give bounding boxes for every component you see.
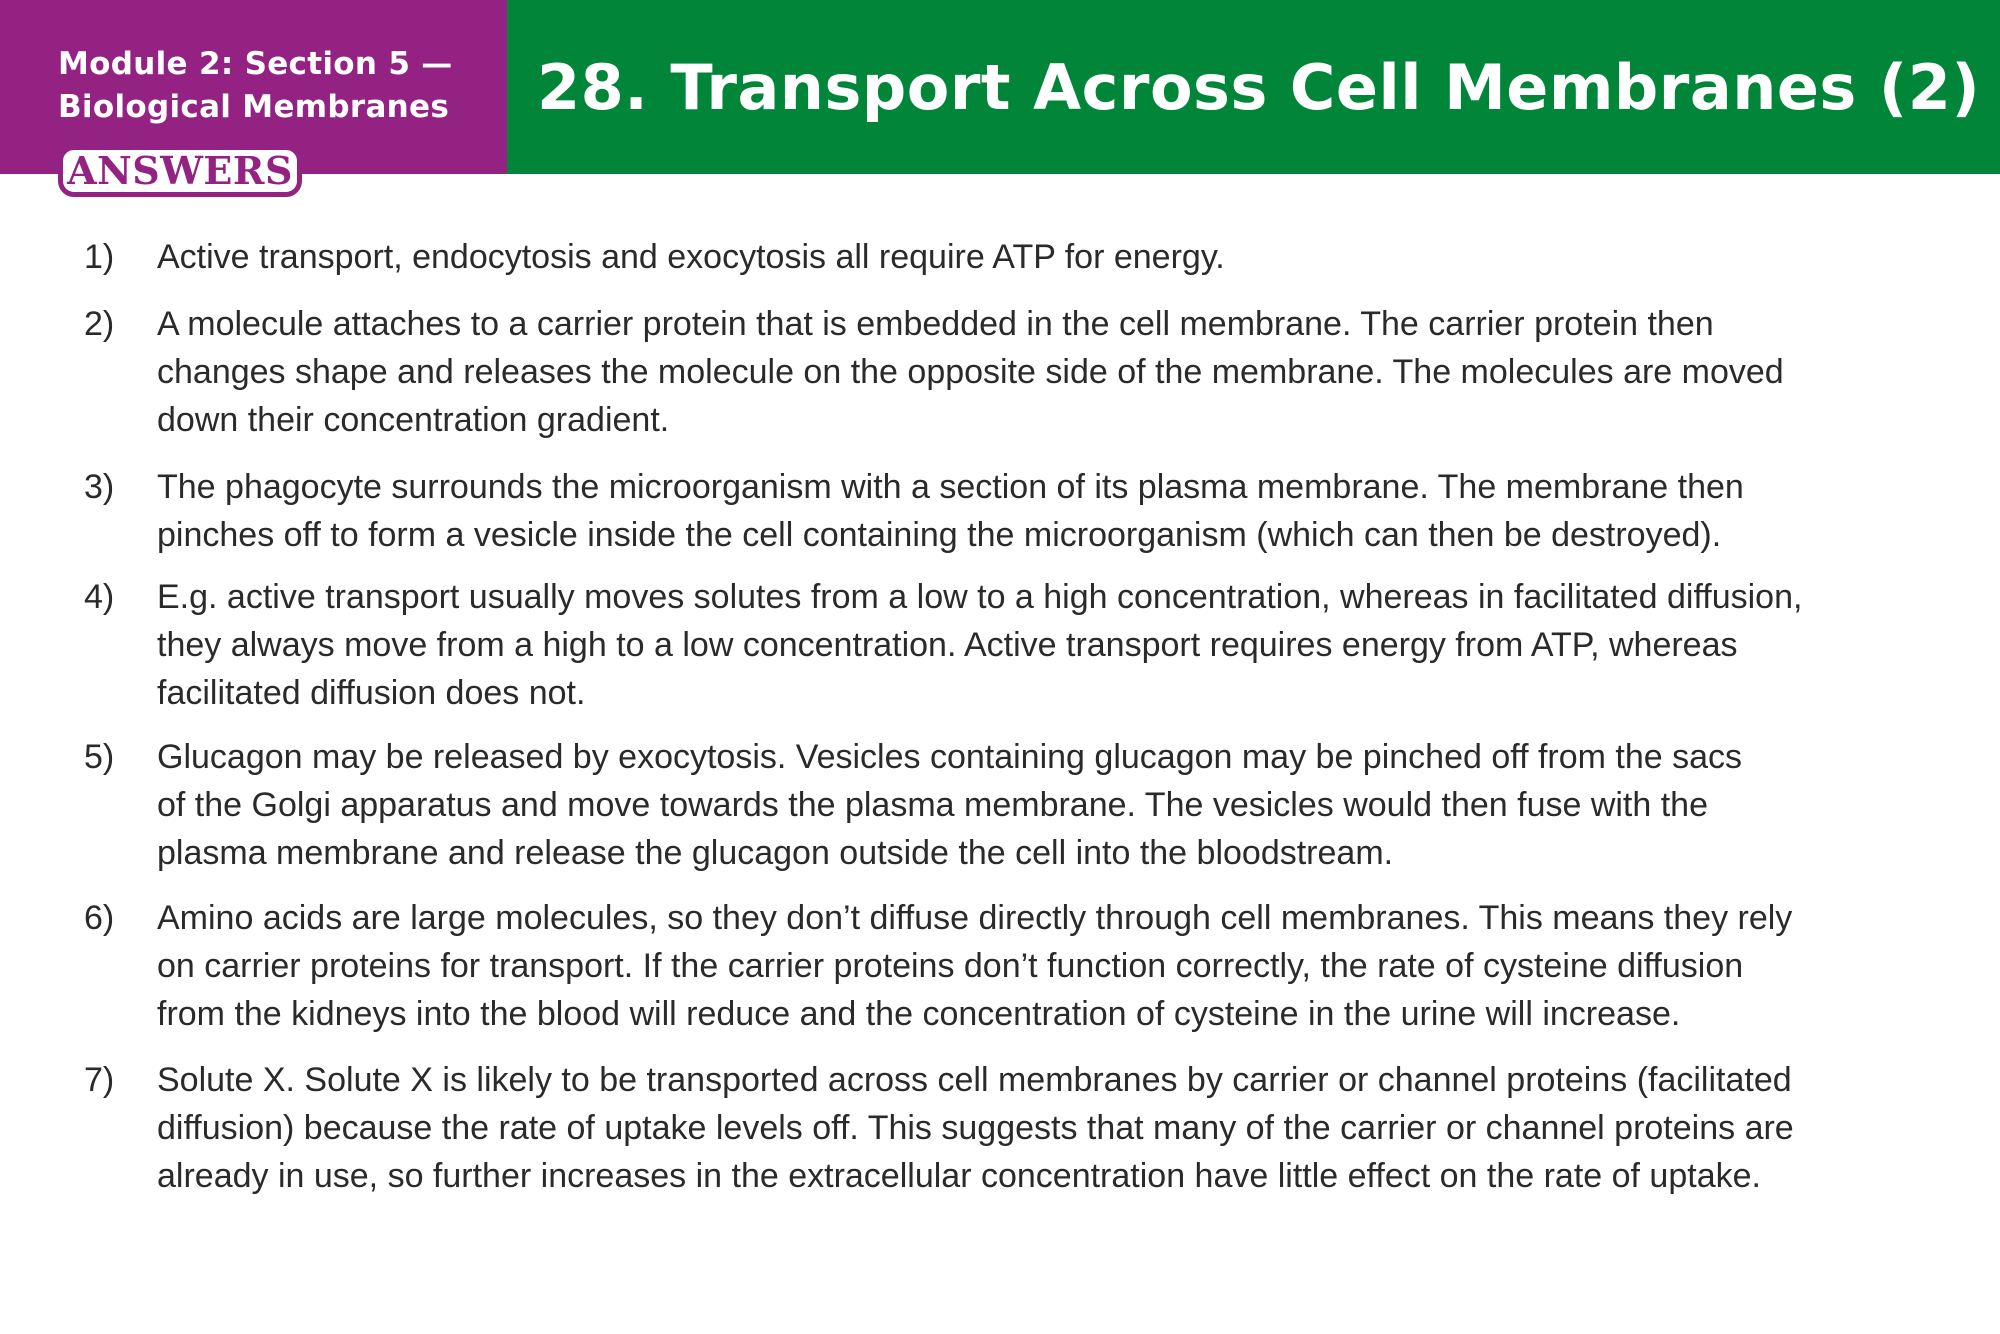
answer-text-line: A molecule attaches to a carrier protein that is embedded in the cell membrane. The carrier protein then xyxy=(157,305,1714,343)
answer-number: 1) xyxy=(84,238,115,276)
answer-text-line: Amino acids are large molecules, so they don’t diffuse directly through cell membranes. This means they rely xyxy=(157,899,1793,937)
section-label: Biological Membranes xyxy=(58,89,450,125)
answer-text-line: The phagocyte surrounds the microorganism with a section of its plasma membrane. The membrane then xyxy=(157,468,1744,506)
answer-text xyxy=(157,573,1957,717)
answer-number: 2) xyxy=(84,305,115,343)
answer-number: 7) xyxy=(84,1061,115,1099)
answer-text-line: changes shape and releases the molecule on the opposite side of the membrane. The molecules are moved xyxy=(157,353,1784,391)
page-title: 28. Transport Across Cell Membranes (2) xyxy=(537,51,1981,124)
answer-text xyxy=(157,733,1957,877)
answer-text xyxy=(157,463,1957,559)
answer-text xyxy=(157,1056,1957,1200)
answer-text-line: of the Golgi apparatus and move towards the plasma membrane. The vesicles would then fuse with the xyxy=(157,786,1709,824)
answer-number: 5) xyxy=(84,738,115,776)
answer-text-line: facilitated diffusion does not. xyxy=(157,674,586,712)
answer-text-line: down their concentration gradient. xyxy=(157,401,670,439)
answer-text-line: on carrier proteins for transport. If the carrier proteins don’t function correctly, the rate of cysteine diffusion xyxy=(157,947,1744,985)
answer-text-line: from the kidneys into the blood will reduce and the concentration of cysteine in the urine will increase. xyxy=(157,995,1681,1033)
answer-text-line: already in use, so further increases in the extracellular concentration have little effect on the rate of uptake. xyxy=(157,1157,1761,1195)
answer-text-line: diffusion) because the rate of uptake levels off. This suggests that many of the carrier or channel proteins are xyxy=(157,1109,1794,1147)
answer-number: 4) xyxy=(84,578,115,616)
answer-number: 3) xyxy=(84,468,115,506)
answer-text-line: Active transport, endocytosis and exocytosis all require ATP for energy. xyxy=(157,238,1225,276)
answer-number: 6) xyxy=(84,899,115,937)
answer-text-line: Glucagon may be released by exocytosis. Vesicles containing glucagon may be pinched off from the sacs xyxy=(157,738,1743,776)
answer-text xyxy=(157,233,1957,281)
answer-text-line: plasma membrane and release the glucagon outside the cell into the bloodstream. xyxy=(157,834,1394,872)
answer-text-line: they always move from a high to a low concentration. Active transport requires energy from ATP, whereas xyxy=(157,626,1738,664)
answer-text-line: E.g. active transport usually moves solutes from a low to a high concentration, whereas in facilitated diffusion, xyxy=(157,578,1803,616)
answer-text-line: Solute X. Solute X is likely to be transported across cell membranes by carrier or channel proteins (facilitated xyxy=(157,1061,1792,1099)
answers-badge: ANSWERS xyxy=(58,145,302,197)
answer-text-line: pinches off to form a vesicle inside the cell containing the microorganism (which can then be destroyed). xyxy=(157,516,1722,554)
answer-text xyxy=(157,300,1957,444)
module-label: Module 2: Section 5 — xyxy=(58,46,453,82)
answer-text xyxy=(157,894,1957,1038)
